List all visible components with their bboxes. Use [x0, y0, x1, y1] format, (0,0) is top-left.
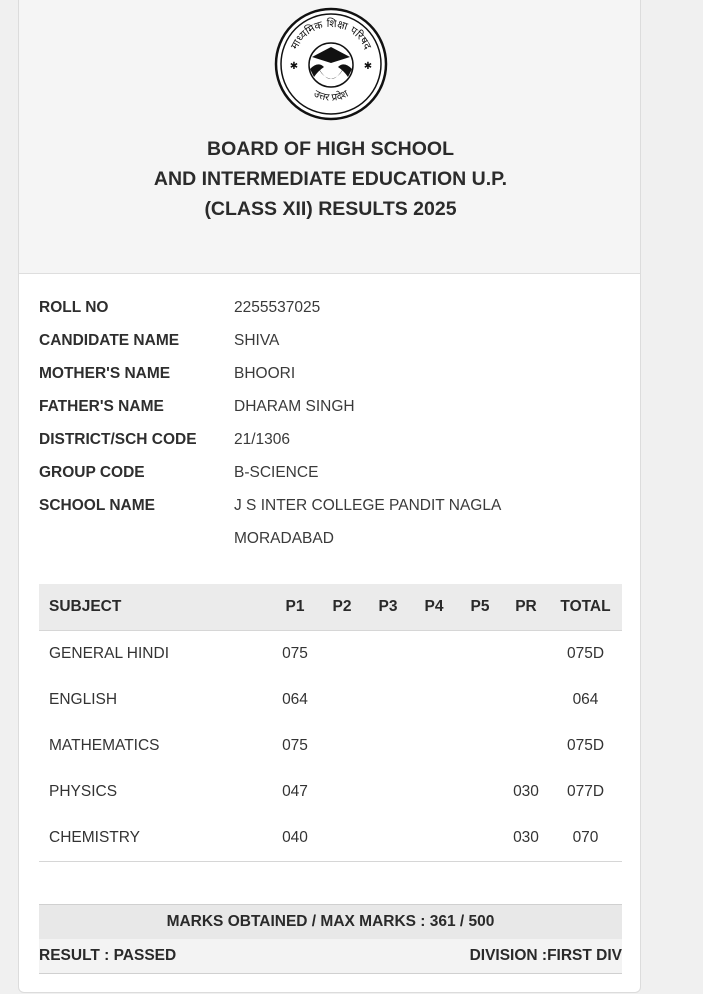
results-title: (CLASS XII) RESULTS 2025 — [204, 198, 457, 220]
info-label: DISTRICT/SCH CODE — [39, 431, 197, 448]
p3-cell — [365, 815, 411, 861]
p5-cell — [457, 815, 503, 861]
division-status: DIVISION :FIRST DIV — [469, 947, 622, 964]
info-label: FATHER'S NAME — [39, 398, 164, 415]
column-header-p3: P3 — [378, 598, 398, 615]
total-cell: 077D — [566, 783, 605, 800]
table-row — [39, 631, 622, 678]
p2-cell — [319, 631, 365, 677]
info-row-fathers-name — [39, 398, 619, 422]
total-cell: 064 — [572, 691, 599, 708]
result-card — [18, 0, 641, 993]
p5-cell — [457, 677, 503, 723]
p3-cell — [365, 723, 411, 769]
subject-cell: CHEMISTRY — [49, 829, 141, 846]
info-label: GROUP CODE — [39, 464, 145, 481]
p4-cell — [411, 815, 457, 861]
p4-cell — [411, 631, 457, 677]
table-row — [39, 815, 622, 862]
p3-cell — [365, 677, 411, 723]
p1-cell: 075 — [282, 645, 308, 662]
result-status: RESULT : PASSED — [39, 947, 177, 964]
p1-cell: 047 — [282, 783, 308, 800]
p3-cell — [365, 769, 411, 815]
info-value: DHARAM SINGH — [234, 398, 355, 415]
table-header-row — [39, 584, 622, 631]
p2-cell — [319, 815, 365, 861]
info-value: 21/1306 — [234, 431, 291, 448]
result-header — [19, 0, 640, 274]
p1-cell: 064 — [282, 691, 308, 708]
p2-cell — [319, 769, 365, 815]
total-cell: 075D — [566, 645, 605, 662]
subject-cell: PHYSICS — [49, 783, 118, 800]
column-header-p2: P2 — [332, 598, 352, 615]
p4-cell — [411, 769, 457, 815]
subject-cell: MATHEMATICS — [49, 737, 160, 754]
pr-cell — [503, 723, 549, 769]
info-row-group-code — [39, 464, 619, 488]
column-header-p4: P4 — [424, 598, 444, 615]
table-row — [39, 769, 622, 816]
total-cell: 070 — [572, 829, 599, 846]
info-value: 2255537025 — [234, 299, 321, 316]
pr-cell: 030 — [513, 829, 539, 846]
board-emblem-logo — [274, 7, 388, 121]
column-header-subject: SUBJECT — [49, 598, 122, 615]
info-row-district-code — [39, 431, 619, 455]
board-title-line-2: AND INTERMEDIATE EDUCATION U.P. — [153, 168, 508, 190]
p3-cell — [365, 631, 411, 677]
info-label: MOTHER'S NAME — [39, 365, 171, 382]
table-row — [39, 677, 622, 724]
pr-cell — [503, 677, 549, 723]
info-value: B-SCIENCE — [234, 464, 319, 481]
info-row-roll-no — [39, 299, 619, 323]
info-label: SCHOOL NAME — [39, 497, 155, 514]
svg-text:माध्यमिक शिक्षा परिषद: माध्यमिक शिक्षा परिषद — [288, 17, 374, 52]
p4-cell — [411, 723, 457, 769]
info-row-candidate-name — [39, 332, 619, 356]
info-label: CANDIDATE NAME — [39, 332, 180, 349]
info-value: J S INTER COLLEGE PANDIT NAGLA MORADABAD — [234, 497, 501, 547]
p4-cell — [411, 677, 457, 723]
p1-cell: 040 — [282, 829, 308, 846]
p1-cell: 075 — [282, 737, 308, 754]
svg-text:✱: ✱ — [363, 61, 373, 72]
p2-cell — [319, 677, 365, 723]
p5-cell — [457, 723, 503, 769]
result-status-row — [39, 939, 622, 974]
p2-cell — [319, 723, 365, 769]
subject-cell: GENERAL HINDI — [49, 645, 170, 662]
column-header-p5: P5 — [470, 598, 490, 615]
subject-cell: ENGLISH — [49, 691, 118, 708]
pr-cell: 030 — [513, 783, 539, 800]
info-value: BHOORI — [234, 365, 296, 382]
info-value: SHIVA — [234, 332, 280, 349]
total-cell: 075D — [566, 737, 605, 754]
marks-summary: MARKS OBTAINED / MAX MARKS : 361 / 500 — [39, 904, 622, 940]
column-header-pr: PR — [515, 598, 537, 615]
column-header-total: TOTAL — [560, 598, 611, 615]
board-title-line-1: BOARD OF HIGH SCHOOL — [207, 138, 454, 160]
table-row — [39, 723, 622, 770]
p5-cell — [457, 769, 503, 815]
p5-cell — [457, 631, 503, 677]
column-header-p1: P1 — [285, 598, 305, 615]
info-label: ROLL NO — [39, 299, 109, 316]
svg-text:✱: ✱ — [289, 61, 299, 72]
info-row-mothers-name — [39, 365, 619, 389]
info-row-school-name — [39, 497, 619, 547]
pr-cell — [503, 631, 549, 677]
svg-text:उत्तर प्रदेश: उत्तर प्रदेश — [311, 88, 351, 104]
